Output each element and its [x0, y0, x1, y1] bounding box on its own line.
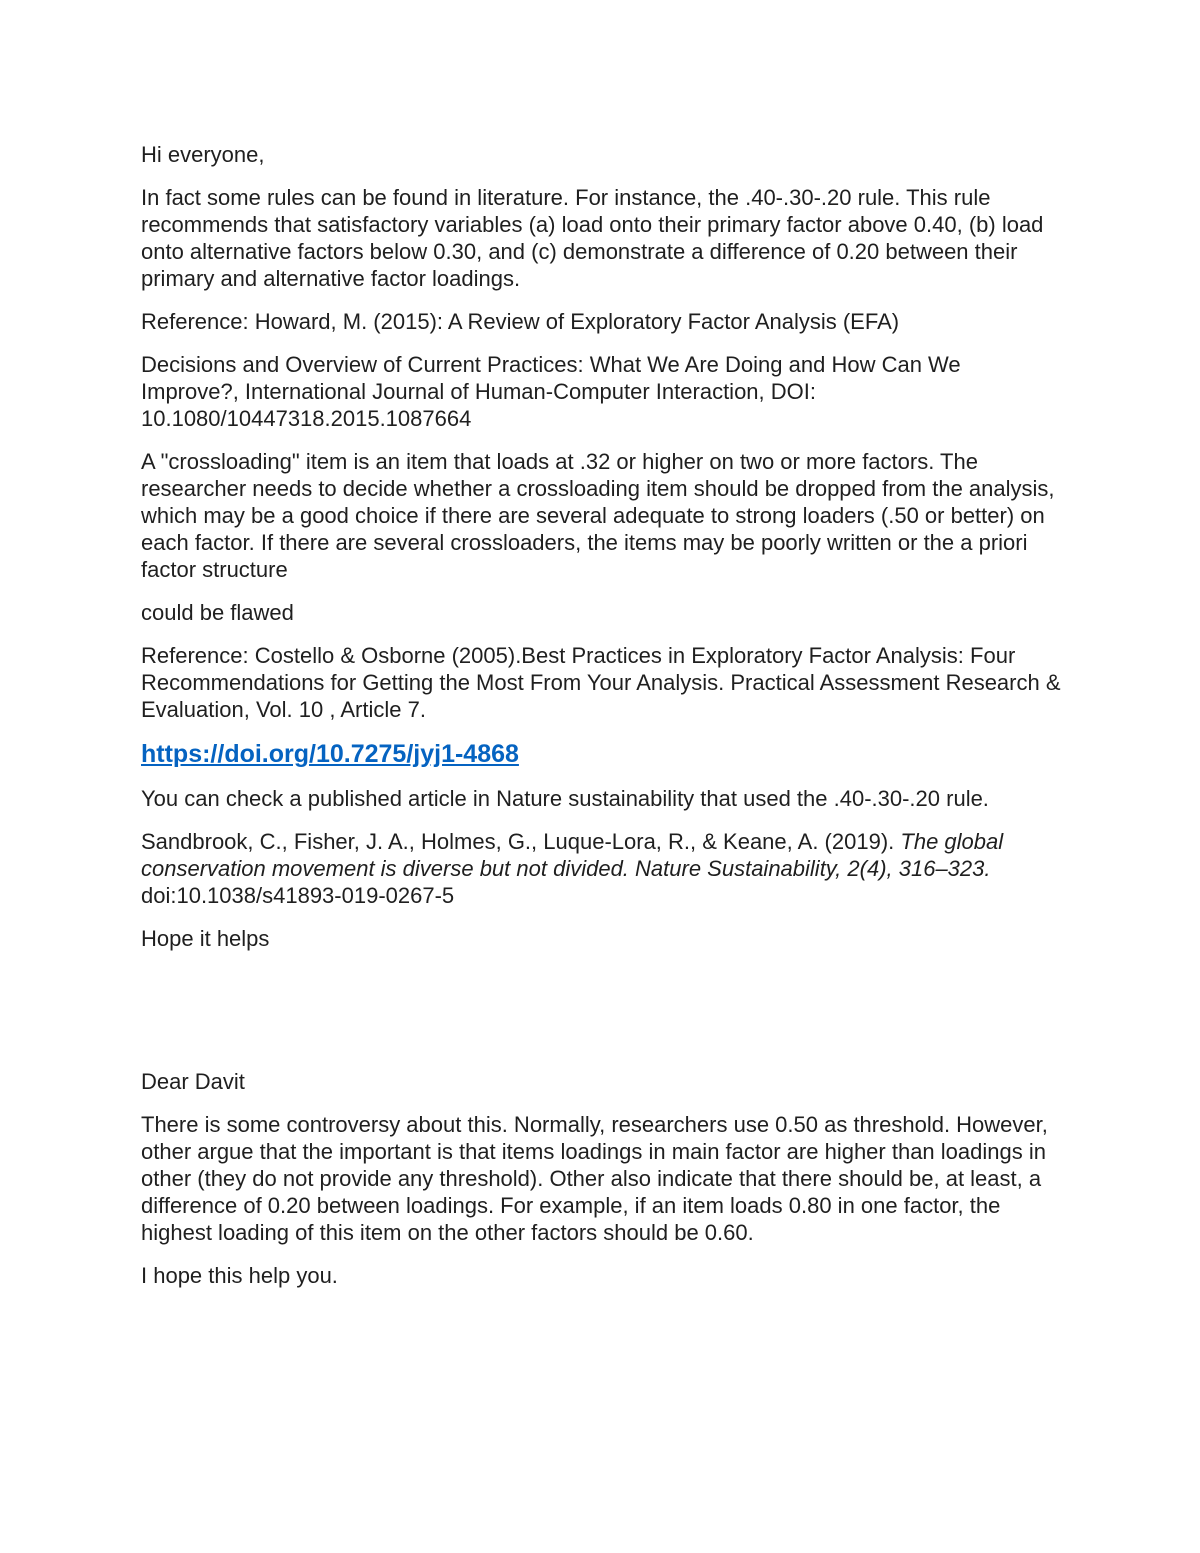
citation-title: The global conservation movement is diverse but not divided. Nature Sustainability, 2(4), 316–323.: [141, 829, 1004, 881]
greeting-davit: Dear Davit: [141, 1069, 245, 1094]
reference-howard-line1: Reference: Howard, M. (2015): A Review of Exploratory Factor Analysis (EFA): [141, 309, 900, 334]
greeting: Hi everyone,: [141, 142, 265, 167]
paragraph-crossloading: A "crossloading" item is an item that loads at .32 or higher on two or more factors. The researcher needs to decide whether a crossloading item should be dropped from the analysis, which may be a good choice if there are several adequate to strong loaders (.50 or better) on each factor. If there are several crossloaders, the items may be poorly written or the a priori factor structure: [141, 449, 1055, 582]
closing-hope: Hope it helps: [141, 926, 270, 951]
paragraph-rule: In fact some rules can be found in literature. For instance, the .40-.30-.20 rule. This rule recommends that satisfactory variables (a) load onto their primary factor above 0.40, (b) load onto alternative factors below 0.30, and (c) demonstrate a difference of 0.20 between their primary and alternative factor loadings.: [141, 185, 1044, 291]
citation-doi: doi:10.1038/s41893-019-0267-5: [141, 883, 455, 908]
document-page: [141, 141, 1061, 1305]
spacer: [141, 968, 1061, 1068]
reference-costello: Reference: Costello & Osborne (2005).Best Practices in Exploratory Factor Analysis: Four Recommendations for Getting the Most From Your Analysis. Practical Assessment Research & Evaluation, Vol. 10 , Article 7.: [141, 643, 1061, 722]
doi-link[interactable]: https://doi.org/10.7275/jyj1-4868: [141, 740, 519, 768]
citation-sandbrook: [141, 828, 1061, 909]
paragraph-nature: You can check a published article in Nature sustainability that used the .40-.30-.20 rule.: [141, 786, 989, 811]
closing-help: I hope this help you.: [141, 1263, 338, 1288]
doi-link-paragraph: [141, 739, 1061, 769]
paragraph-crossloading-cont: could be flawed: [141, 600, 294, 625]
paragraph-controversy: There is some controversy about this. Normally, researchers use 0.50 as threshold. However, other argue that the important is that items loadings in main factor are higher than loadings in other (they do not provide any threshold). Other also indicate that there should be, at least, a difference of 0.20 between loadings. For example, if an item loads 0.80 in one factor, the highest loading of this item on the other factors should be 0.60.: [141, 1112, 1048, 1245]
reference-howard-line2: Decisions and Overview of Current Practices: What We Are Doing and How Can We Improve?, International Journal of Human-Computer Interaction, DOI: 10.1080/10447318.2015.1087664: [141, 352, 961, 431]
citation-authors: Sandbrook, C., Fisher, J. A., Holmes, G., Luque-Lora, R., & Keane, A. (2019).: [141, 829, 901, 854]
